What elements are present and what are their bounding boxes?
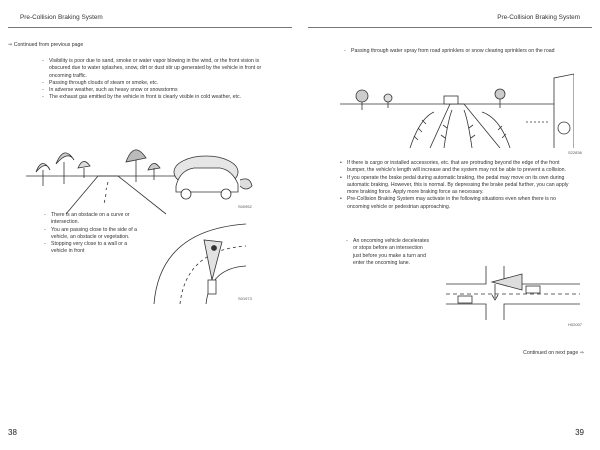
continued-on-label: Continued on next page ⇒ (523, 350, 584, 356)
list-item: - Visibility is poor due to sand, smoke or water vapor blowing in the wind, or the front vision is obscured due to water splashes, snow, dirt or dust stir up generated by the vehicle in front or oncoming traffic. (42, 58, 264, 80)
page-number: 38 (8, 428, 17, 437)
list-item: • If there is cargo or installed accessories, etc. that are protruding beyond the edge of the front bumper, the vehicle's length will increase and the system may not be able to prevent a collision. (340, 160, 578, 175)
list-item: - An oncoming vehicle decelerates or stops before an intersection just before you make a turn and enter the oncoming lane. (346, 238, 432, 267)
list-item: - There is an obstacle on a curve or intersection. (44, 212, 140, 227)
continued-from-label: ⇒ Continued from previous page (8, 42, 84, 48)
figure-road-visibility (26, 124, 256, 216)
page-header: Pre-Collision Braking System (497, 14, 580, 21)
figure-code: H02007 (568, 322, 583, 327)
list-item: - You are passing close to the side of a vehicle, an obstacle or vegetation. (44, 227, 140, 242)
spray-list (344, 48, 570, 55)
oncoming-list (346, 238, 432, 267)
figure-curve-obstacle (150, 220, 260, 306)
list-item: - Stopping very close to a wall or a vehicle in front (44, 241, 140, 256)
list-item: - In adverse weather, such as heavy snow or snowstorms (42, 87, 264, 94)
list-item: • Pre-Collision Braking System may activate in the following situations even when there is no oncoming vehicle or pedestrian approaching. (340, 196, 578, 211)
page-header: Pre-Collision Braking System (20, 14, 103, 21)
right-page (300, 0, 600, 450)
notes-list (340, 160, 578, 211)
page-number: 39 (575, 428, 584, 437)
conditions-list (42, 58, 264, 102)
figure-intersection (446, 262, 580, 320)
figure-code: S22836 (568, 150, 582, 155)
list-item: - Passing through clouds of steam or smoke, etc. (42, 80, 264, 87)
header-rule (8, 27, 292, 28)
header-rule (308, 27, 592, 28)
figure-code: S01973 (238, 296, 252, 301)
obstacles-list (44, 212, 140, 256)
list-item: - Passing through water spray from road sprinklers or snow clearing sprinklers on the road (344, 48, 570, 55)
figure-code: S00952 (238, 204, 252, 209)
list-item: - The exhaust gas emitted by the vehicle in front is clearly visible in cold weather, etc. (42, 94, 264, 101)
list-item: • If you operate the brake pedal during automatic braking, the pedal may move on its own during automatic braking. However, this is normal. By depressing the brake pedal further, you can apply more braking force. Apply more braking force as necessary. (340, 175, 578, 197)
figure-road-sprinklers (340, 68, 574, 148)
